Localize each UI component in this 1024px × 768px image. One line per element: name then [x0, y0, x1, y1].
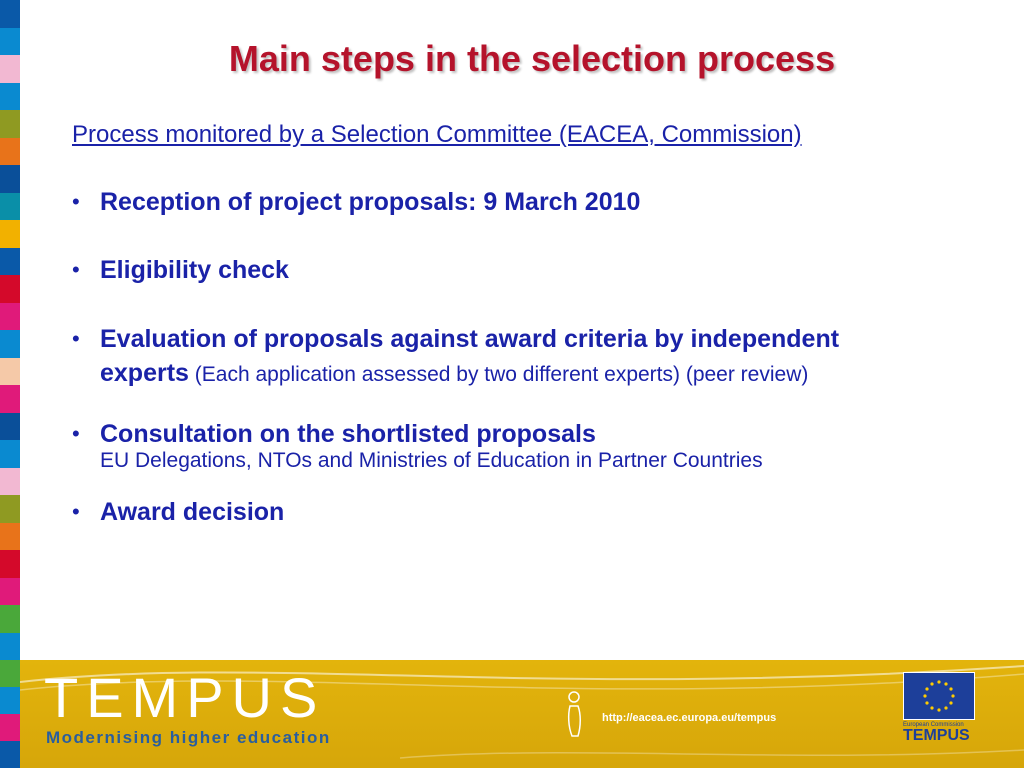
bullet-dot: •	[72, 189, 80, 214]
slide-title: Main steps in the selection process	[228, 38, 836, 79]
ec-program-name: TEMPUS	[903, 727, 970, 744]
bullet-dot: •	[72, 421, 80, 446]
bullet-dot: •	[72, 257, 80, 282]
bullet-text: Evaluation of proposals against award criteria by independent	[100, 325, 840, 353]
eu-flag-icon	[903, 672, 975, 720]
footer-banner	[20, 660, 1024, 768]
bullet-continuation-text: experts	[100, 359, 189, 387]
bullet-detail: EU Delegations, NTOs and Ministries of Education in Partner Countries	[100, 449, 763, 472]
bullet-continuation	[100, 357, 808, 391]
bullet-dot: •	[72, 499, 80, 524]
ec-label: European Commission	[903, 722, 964, 728]
left-color-stripe-footer	[0, 660, 20, 768]
tempus-tagline: Modernising higher education	[46, 728, 331, 747]
tempus-logo: TEMPUS	[44, 666, 326, 729]
bullet-text: Award decision	[100, 498, 285, 526]
bullet-sub-note: (Each application assessed by two different experts) (peer review)	[188, 363, 809, 386]
bullet-text: Eligibility check	[100, 256, 289, 284]
left-color-stripe	[0, 0, 20, 660]
bullet-text: Consultation on the shortlisted proposals	[100, 420, 596, 448]
slide-subtitle: Process monitored by a Selection Committee (EACEA, Commission)	[72, 121, 802, 148]
person-outline-icon	[566, 690, 586, 740]
footer-url-link[interactable]: http://eacea.ec.europa.eu/tempus	[602, 712, 777, 724]
eu-stars-icon	[904, 673, 974, 719]
bullet-text: Reception of project proposals: 9 March 2010	[100, 188, 641, 216]
european-commission-logo	[903, 672, 975, 744]
bullet-dot: •	[72, 326, 80, 351]
